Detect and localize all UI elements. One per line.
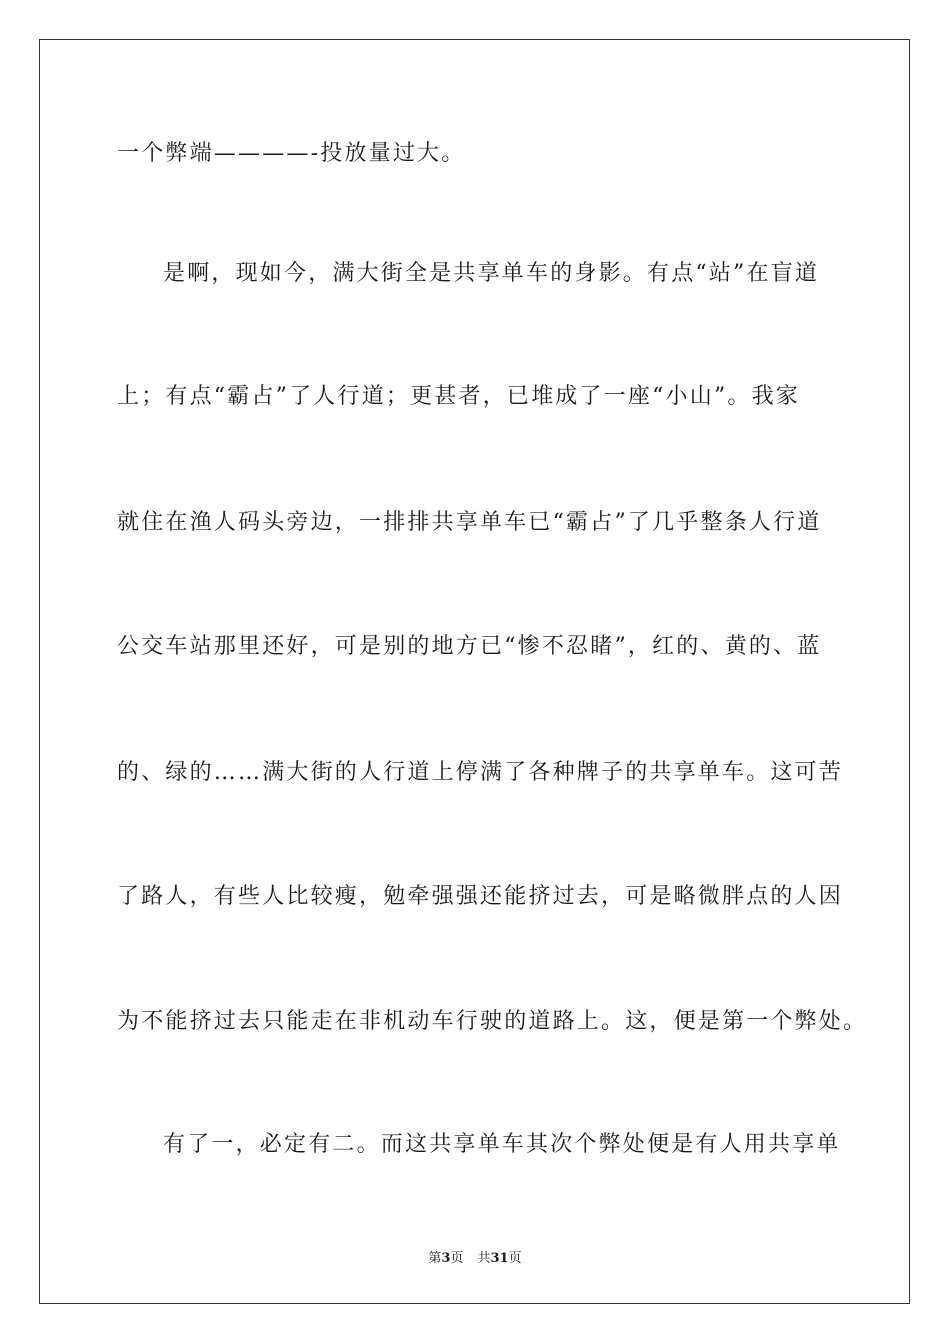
text-line-3: 上；有点“霸占”了人行道；更甚者，已堆成了一座“小山”。我家 xyxy=(117,384,800,409)
page-prefix: 第 xyxy=(428,1251,442,1266)
text-line-5: 公交车站那里还好，可是别的地方已“惨不忍睹”，红的、黄的、蓝 xyxy=(117,634,822,659)
page-suffix: 页 xyxy=(450,1251,464,1266)
total-suffix: 页 xyxy=(508,1251,522,1266)
text-line-1: 一个弊端————-投放量过大。 xyxy=(117,141,466,166)
text-line-4: 就住在渔人码头旁边，一排排共享单车已“霸占”了几乎整条人行道 xyxy=(117,510,822,535)
text-line-6: 的、绿的……满大街的人行道上停满了各种牌子的共享单车。这可苦 xyxy=(117,760,844,785)
page-number: 3 xyxy=(441,1251,451,1266)
total-pages: 31 xyxy=(490,1251,509,1266)
page-footer xyxy=(0,1247,950,1266)
text-line-8: 为不能挤过去只能走在非机动车行驶的道路上。这，便是第一个弊处。 xyxy=(117,1009,868,1034)
text-line-7: 了路人，有些人比较瘦，勉牵强强还能挤过去，可是略微胖点的人因 xyxy=(117,884,844,909)
total-prefix: 共 xyxy=(477,1251,491,1266)
text-line-9: 有了一，必定有二。而这共享单车其次个弊处便是有人用共享单 xyxy=(163,1132,841,1157)
page-border xyxy=(39,39,910,1304)
text-line-2: 是啊，现如今，满大街全是共享单车的身影。有点“站”在盲道 xyxy=(163,261,820,286)
